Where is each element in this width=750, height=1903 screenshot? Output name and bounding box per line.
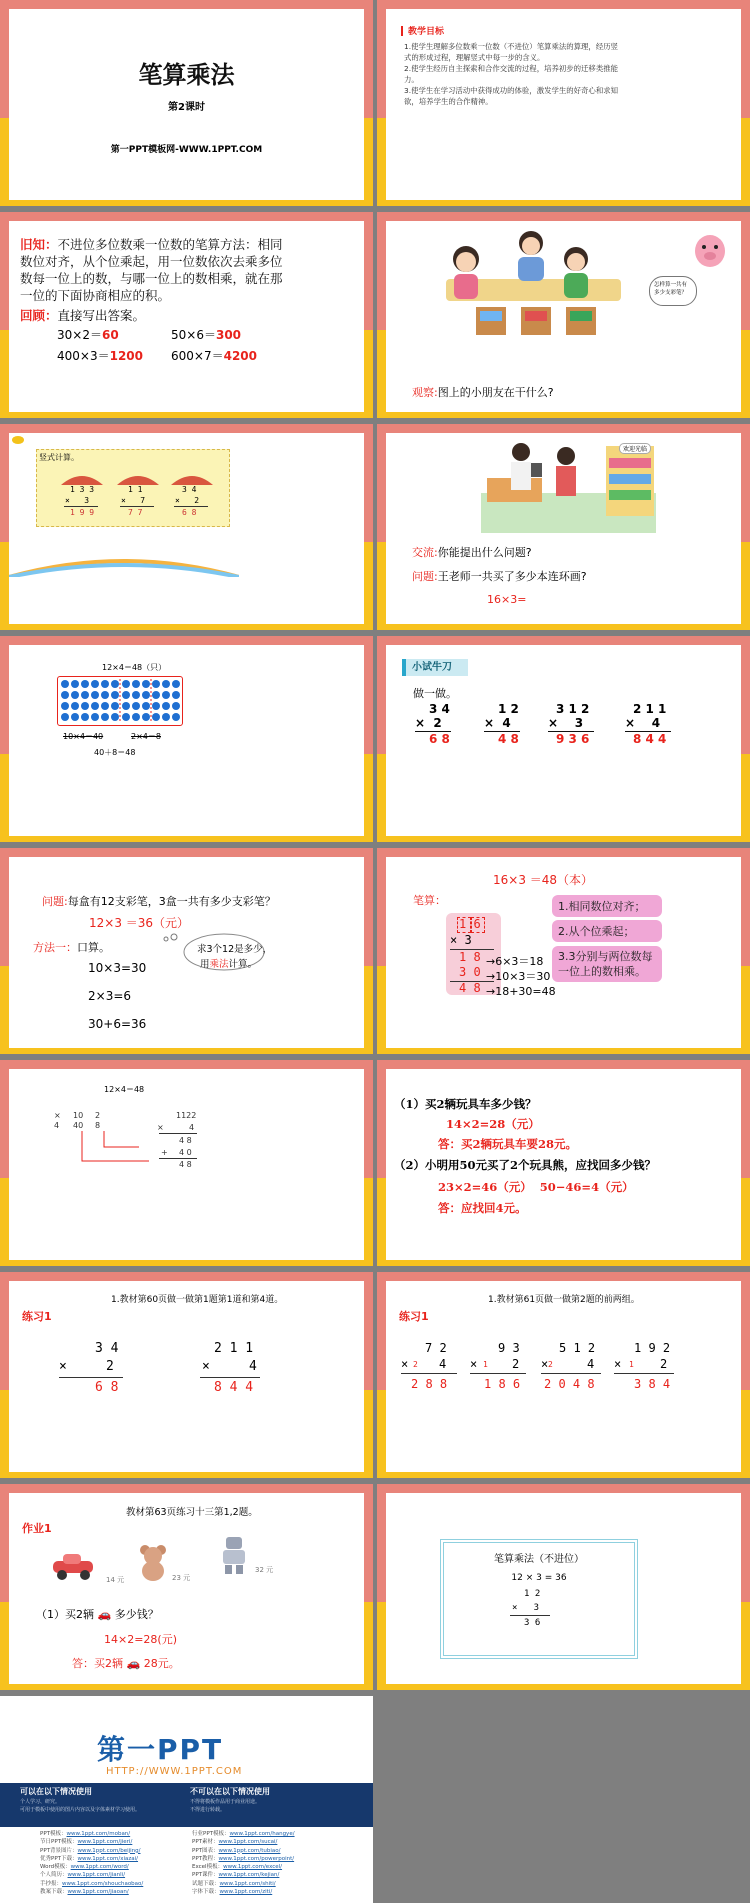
shop-sign: 欢迎光临 bbox=[619, 443, 651, 454]
goal-2: 2.使学生经历自主探索和合作交流的过程，培养初步的迁移类推能力。 bbox=[404, 64, 618, 84]
can-heading: 可以在以下情况使用 bbox=[20, 1787, 92, 1796]
problem-2: 2 1 1 × 4 8 4 4 bbox=[198, 1341, 268, 1401]
children-illustration bbox=[421, 229, 661, 344]
tip-3: 3.3分别与两位数每一位上的数相乘。 bbox=[552, 946, 662, 982]
banner: 小试牛刀 bbox=[402, 659, 468, 676]
vertical-plus: + bbox=[161, 1148, 168, 1157]
row-d: 3 0 bbox=[459, 965, 481, 979]
equation-top: 12×4＝48 bbox=[104, 1085, 145, 1094]
row-b: × 3 bbox=[450, 933, 472, 947]
vertical-r6: 4 8 bbox=[179, 1160, 192, 1169]
question: 问题:每盒有12支彩笔，3盒一共有多少支彩笔？ bbox=[42, 895, 276, 908]
grid-r1b: 10 bbox=[73, 1111, 84, 1120]
conclusion-2: 答：应找回4元。 bbox=[438, 1201, 527, 1215]
price-1: 14 元 bbox=[106, 1576, 125, 1584]
grid-r1a: × bbox=[54, 1111, 61, 1120]
answer-2: 23×2=46（元） 50−46=4（元） bbox=[438, 1180, 634, 1194]
board-title: 笔算乘法（不进位） bbox=[494, 1554, 584, 1565]
problem-3: 3 1 2 × 3 9 3 6 bbox=[546, 702, 600, 752]
slide-1[interactable] bbox=[0, 0, 373, 206]
homework-label: 作业1 bbox=[22, 1522, 52, 1535]
right-links bbox=[192, 1830, 295, 1896]
slide-5[interactable] bbox=[0, 424, 373, 630]
vertical-r3: 4 8 bbox=[179, 1136, 192, 1145]
title-eq: 16×3 ＝48（本） bbox=[493, 873, 594, 887]
method: 方法一：口算。 bbox=[33, 941, 110, 954]
eq-left: 10×4＝40 bbox=[63, 732, 104, 741]
arrow-lines bbox=[79, 1129, 169, 1169]
tip-1: 1.相同数位对齐； bbox=[552, 895, 662, 917]
question-prompt: 问题:王老师一共买了多少本连环画? bbox=[412, 570, 587, 583]
can-1: 个人学习、研究。 bbox=[20, 1799, 61, 1805]
link-row[interactable]: PPT教程：www.1ppt.com/powerpoint/ bbox=[192, 1855, 295, 1862]
link-row[interactable]: PPT模板：www.1ppt.com/moban/ bbox=[40, 1831, 131, 1837]
expression: 16×3= bbox=[487, 593, 527, 606]
price-2: 23 元 bbox=[172, 1574, 191, 1582]
old-knowledge: 旧知：不进位多位数乘一位数的笔算方法：相同数位对齐，从个位乘起，用一位数依次去乘多位数每一位上的数，与哪一位上的数相乘，就在那一位的下面协商相应的积。 bbox=[20, 237, 283, 303]
conclusion: 答：买2辆 🚗 28元。 bbox=[72, 1657, 180, 1670]
row-e: 4 8 bbox=[459, 981, 481, 995]
left-links bbox=[40, 1830, 143, 1896]
problem-2: 9 3 × 1 2 1 8 6 bbox=[470, 1341, 532, 1397]
price-3: 32 元 bbox=[255, 1566, 274, 1574]
exercise-card: 1 3 3 × 3 1 9 9 bbox=[61, 471, 103, 521]
problem-2: 1 2 × 4 4 8 bbox=[484, 702, 519, 746]
cloud-text-2: 用乘法计算。 bbox=[200, 959, 258, 970]
row-a: 1 6 bbox=[459, 917, 481, 931]
teddy-bear-icon bbox=[137, 1543, 169, 1581]
board-row-b: × 3 bbox=[512, 1603, 540, 1613]
eq-right: 2×4＝8 bbox=[131, 732, 161, 741]
link-row[interactable]: 字体下载：www.1ppt.com/ziti/ bbox=[192, 1889, 273, 1896]
review: 回顾：直接写出答案。 bbox=[20, 308, 146, 323]
review-q2: 50×6＝300 bbox=[171, 328, 242, 342]
slide-15[interactable] bbox=[0, 1484, 373, 1690]
cannot-heading: 不可以在以下情况使用 bbox=[190, 1787, 270, 1796]
slide-13[interactable] bbox=[0, 1272, 373, 1478]
heading: 教学目标 bbox=[408, 27, 445, 37]
link-row[interactable]: 教案下载：www.1ppt.com/jiaoan/ bbox=[40, 1889, 129, 1896]
link-row[interactable]: PPT图表：www.1ppt.com/tubiao/ bbox=[192, 1847, 281, 1854]
instruction: 教材第63页练习十三第1,2题。 bbox=[126, 1507, 258, 1518]
question-1: （1）买2辆玩具车多少钱？ bbox=[394, 1097, 537, 1111]
note-2: →10×3＝30 bbox=[486, 970, 551, 983]
slide-6[interactable] bbox=[377, 424, 750, 630]
review-q1: 30×2＝60 bbox=[57, 328, 119, 342]
board-row-a: 1 2 bbox=[524, 1589, 541, 1599]
step-2: 2×3=6 bbox=[88, 989, 132, 1003]
site-label: 第一PPT模板网-WWW.1PPT.COM bbox=[110, 145, 263, 155]
instruction: 1.教材第61页做一做第2题的前两组。 bbox=[488, 1295, 640, 1305]
practice-label: 练习1 bbox=[22, 1310, 52, 1323]
link-row[interactable]: 节日PPT模板：www.1ppt.com/jieri/ bbox=[40, 1839, 133, 1846]
equation: 12×3 ＝36（元） bbox=[89, 916, 190, 930]
answer-1: 14×2=28（元） bbox=[446, 1117, 540, 1131]
robot-toy-icon bbox=[217, 1535, 251, 1575]
ad-slide[interactable] bbox=[0, 1696, 373, 1903]
practice-label: 练习1 bbox=[399, 1310, 429, 1323]
slide-8[interactable] bbox=[377, 636, 750, 842]
board-equation: 12 × 3 = 36 bbox=[511, 1573, 567, 1583]
slide-3[interactable] bbox=[0, 212, 373, 418]
link-row[interactable]: 试题下载：www.1ppt.com/shiti/ bbox=[192, 1880, 276, 1887]
problem-1: 3 4 × 2 6 8 bbox=[59, 1341, 129, 1401]
problem-1: 7 2 × 2 4 2 8 8 bbox=[401, 1341, 463, 1397]
exercise-card: 3 4 × 2 6 8 bbox=[171, 471, 213, 521]
link-row[interactable]: 个人简历：www.1ppt.com/jianli/ bbox=[40, 1872, 126, 1879]
grid-r1c: 2 bbox=[95, 1111, 101, 1120]
vertical-x: × bbox=[157, 1123, 164, 1132]
instruction: 1.教材第60页做一做第1题第1道和第4道。 bbox=[111, 1295, 284, 1305]
brand-url: HTTP://WWW.1PPT.COM bbox=[106, 1766, 243, 1777]
problem-3: 5 1 2 × 2 4 2 0 4 8 bbox=[541, 1341, 607, 1397]
accent-bar bbox=[401, 26, 403, 36]
answer: 14×2=28(元) bbox=[104, 1633, 178, 1646]
cannot-2: 不得进行转载。 bbox=[190, 1807, 226, 1813]
problem-4: 1 9 2 × 1 2 3 8 4 bbox=[614, 1341, 680, 1397]
equation-top: 12×4＝48（只） bbox=[102, 663, 167, 672]
problem-1: 3 4 × 2 6 8 bbox=[415, 702, 450, 746]
vertical-top: 1122 bbox=[176, 1111, 197, 1120]
eq-sum: 40＋8＝48 bbox=[94, 748, 136, 757]
can-2: 可用于模板中使用的图片内容以及字体素材学习使用。 bbox=[20, 1807, 141, 1813]
step-1: 10×3=30 bbox=[88, 961, 147, 975]
link-row[interactable]: 手抄报：www.1ppt.com/shouchaobao/ bbox=[40, 1880, 144, 1887]
link-row[interactable]: PPT背景图片：www.1ppt.com/beijing/ bbox=[40, 1847, 141, 1854]
link-row[interactable]: PPT课件：www.1ppt.com/kejian/ bbox=[192, 1872, 280, 1879]
slide-4[interactable] bbox=[377, 212, 750, 418]
panel-title: 竖式计算。 bbox=[39, 453, 79, 462]
dot-array bbox=[57, 676, 183, 726]
observe-prompt: 观察:图上的小朋友在干什么? bbox=[412, 386, 554, 399]
label: 笔算： bbox=[413, 894, 446, 907]
link-row[interactable]: 优秀PPT下载：www.1ppt.com/xiazai/ bbox=[40, 1855, 139, 1862]
review-q4: 600×7＝4200 bbox=[171, 349, 258, 363]
tip-2: 2.从个位乘起； bbox=[552, 920, 662, 942]
exercise-card: 1 1 × 7 7 7 bbox=[117, 471, 159, 521]
slide-9[interactable] bbox=[0, 848, 373, 1054]
question-2: （2）小明用50元买了2个玩具熊，应找回多少钱？ bbox=[394, 1158, 657, 1172]
link-row[interactable]: 行业PPT模板：www.1ppt.com/hangye/ bbox=[192, 1831, 295, 1837]
conclusion-1: 答：买2辆玩具车要28元。 bbox=[438, 1137, 578, 1151]
slide-7[interactable] bbox=[0, 636, 373, 842]
link-row[interactable]: Word模板：www.1ppt.com/word/ bbox=[40, 1864, 129, 1871]
link-row[interactable]: Excel模板：www.1ppt.com/excel/ bbox=[192, 1864, 283, 1871]
board-row-c: 3 6 bbox=[524, 1618, 541, 1628]
pig-icon bbox=[691, 231, 729, 273]
problem-4: 2 1 1 × 4 8 4 4 bbox=[623, 702, 677, 752]
review-q3: 400×3＝1200 bbox=[57, 349, 144, 363]
note-3: →18+30=48 bbox=[486, 985, 556, 998]
slide-2[interactable] bbox=[377, 0, 750, 206]
question: （1）买2辆 🚗 多少钱？ bbox=[36, 1608, 159, 1621]
row-c: 1 8 bbox=[459, 950, 481, 964]
step-3: 30+6=36 bbox=[88, 1017, 147, 1031]
link-row[interactable]: PPT素材：www.1ppt.com/sucai/ bbox=[192, 1839, 278, 1846]
slide-12[interactable] bbox=[377, 1060, 750, 1266]
cloud-text-1: 求3个12是多少， bbox=[197, 944, 273, 955]
rainbow-decoration bbox=[9, 555, 239, 577]
toy-car-icon bbox=[49, 1551, 97, 1581]
vertical-mul: 4 bbox=[189, 1123, 195, 1132]
note-1: →6×3＝18 bbox=[486, 955, 544, 968]
cannot-1: 不得将模板作品用于商业用途。 bbox=[190, 1799, 261, 1805]
grid-r2b: 40 bbox=[73, 1121, 84, 1130]
slide-10[interactable] bbox=[377, 848, 750, 1054]
goal-1: 1.使学生理解多位数乘一位数（不进位）笔算乘法的算理，经历竖式的形成过程，理解竖式中每一步的含义。 bbox=[404, 42, 618, 62]
goal-3: 3.使学生在学习活动中获得成功的体验，激发学生的好奇心和求知欲，培养学生的合作精神。 bbox=[404, 86, 618, 106]
slide-16[interactable] bbox=[377, 1484, 750, 1690]
speech-bubble-text: 怎样算一共有多少支彩笔？ bbox=[654, 282, 688, 296]
exchange-prompt: 交流:你能提出什么问题? bbox=[412, 546, 532, 559]
bird-icon bbox=[11, 435, 25, 445]
grid-r2c: 8 bbox=[95, 1121, 101, 1130]
grid-r2a: 4 bbox=[54, 1121, 60, 1130]
vertical-r5: 4 0 bbox=[179, 1148, 192, 1157]
slide-14[interactable] bbox=[377, 1272, 750, 1478]
prompt: 做一做。 bbox=[413, 687, 457, 700]
slide-11[interactable] bbox=[0, 1060, 373, 1266]
slide-title: 笔算乘法 bbox=[138, 61, 235, 89]
slide-subtitle: 第2课时 bbox=[168, 102, 205, 113]
brand-logo: 第一PPT bbox=[97, 1733, 224, 1766]
